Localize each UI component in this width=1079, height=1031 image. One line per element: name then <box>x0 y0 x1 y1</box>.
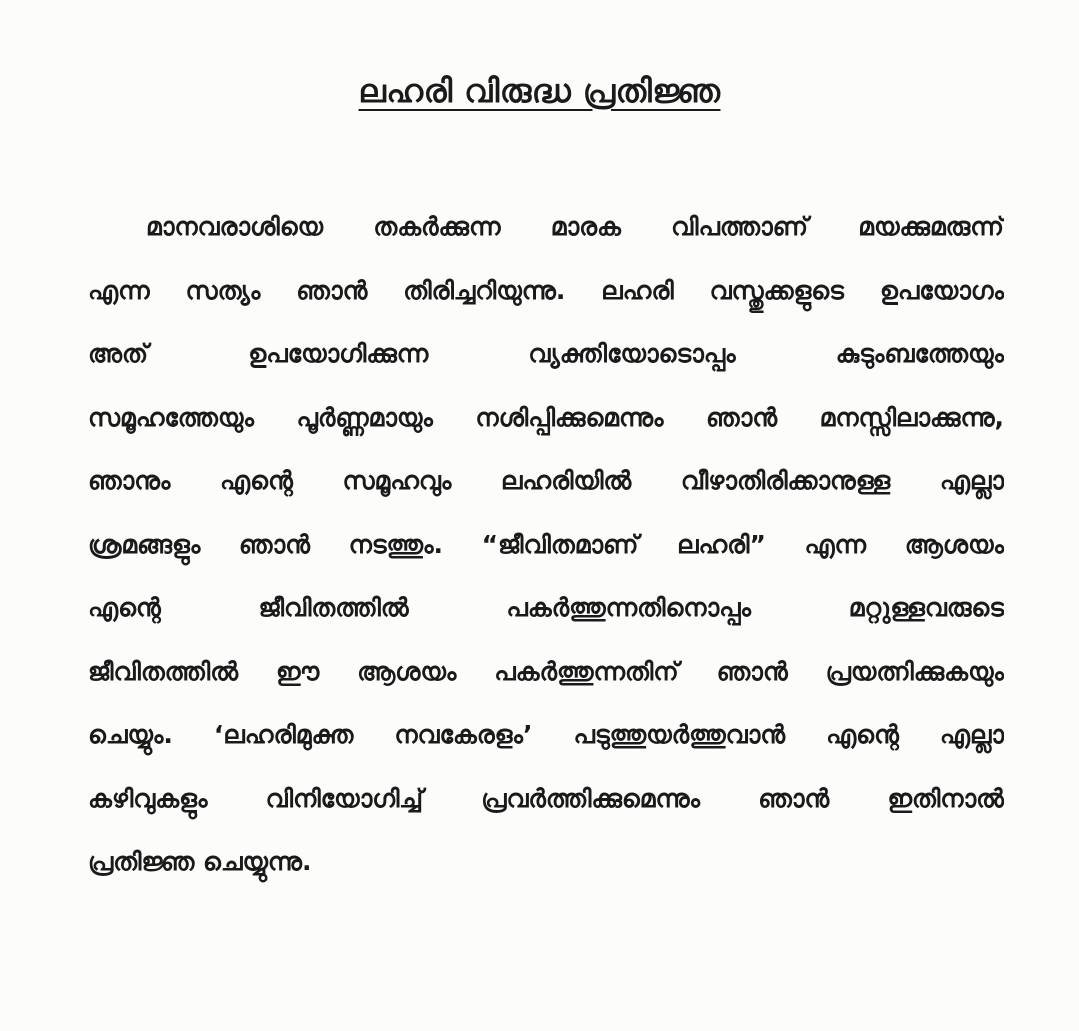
text-line: മാനവരാശിയെ തകർക്കുന്ന മാരക വിപത്താണ് മയക്കുമരുന്ന് <box>146 212 1004 241</box>
text-line: എന്റെ ജീവിതത്തിൽ പകർത്തുന്നതിനൊപ്പം മറ്റുള്ളവരുടെ <box>88 593 1004 622</box>
text-line: അത് ഉപയോഗിക്കുന്ന വ്യക്തിയോടൊപ്പം കുടുംബത്തേയും <box>88 339 1004 368</box>
text-line: കഴിവുകളും വിനിയോഗിച്ച് പ്രവർത്തിക്കുമെന്നും ഞാൻ ഇതിനാൽ <box>88 783 1004 813</box>
text-line: പ്രതിജ്ഞ ചെയ്യുന്നു. <box>88 847 312 876</box>
text-line: സമൂഹത്തേയും പൂർണ്ണമായും നശിപ്പിക്കുമെന്നും ഞാൻ മനസ്സിലാക്കുന്നു, <box>88 402 1004 432</box>
text-line: ജീവിതത്തിൽ ഈ ആശയം പകർത്തുന്നതിന് ഞാൻ പ്രയത്നിക്കുകയും <box>88 656 1004 686</box>
document-title: ലഹരി വിരുദ്ധ പ്രതിജ്ഞ <box>358 72 721 110</box>
text-line: എന്ന സത്യം ഞാൻ തിരിച്ചറിയുന്നു. ലഹരി വസ്തുക്കളുടെ ഉപയോഗം <box>88 275 1004 305</box>
text-line: ശ്രമങ്ങളും ഞാൻ നടത്തും. “ജീവിതമാണ് ലഹരി” എന്ന ആശയം <box>88 529 1004 559</box>
text-line: ചെയ്യും. ‘ലഹരിമുക്ത നവകേരളം’ പടുത്തുയർത്തുവാൻ എന്റെ എല്ലാ <box>88 720 1004 749</box>
text-line: ഞാനും എന്റെ സമൂഹവും ലഹരിയിൽ വീഴാതിരിക്കാനുള്ള എല്ലാ <box>88 466 1004 495</box>
pledge-text <box>88 195 1004 894</box>
